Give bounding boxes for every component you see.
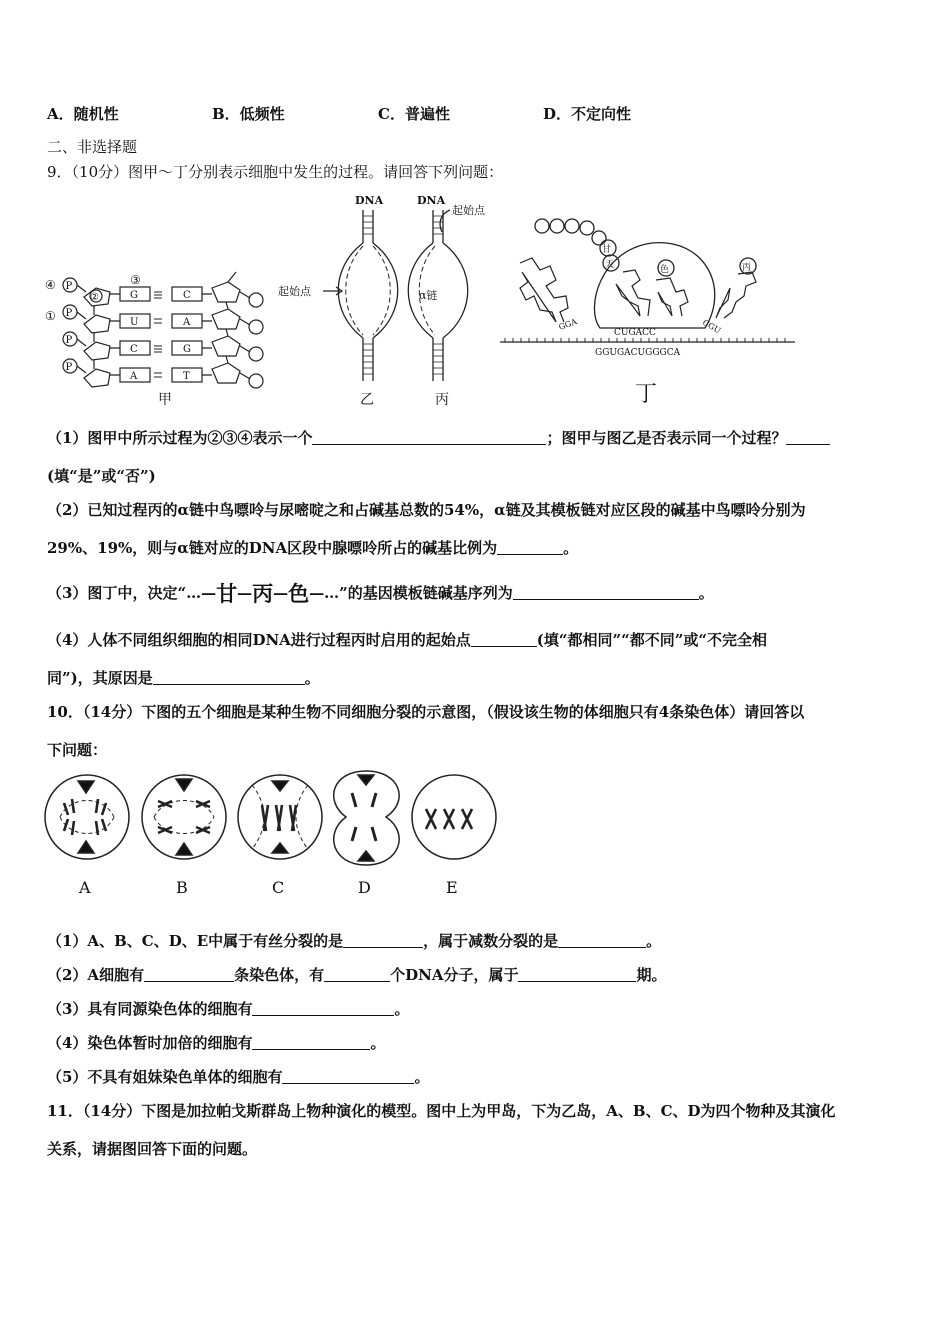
q9-figure	[40, 188, 910, 413]
marker-4: ④	[45, 278, 56, 292]
section-title: 二、非选择题	[47, 138, 138, 156]
aa-1: 甘	[602, 245, 612, 255]
blank-q9-1a[interactable]	[312, 430, 546, 445]
q9-part4: （4）人体不同组织细胞的相同DNA进行过程丙时启用的起始点 (填“都相同”“都不同”或“不完全相	[47, 631, 768, 649]
q10-stem: 10．（14分）下图的五个细胞是某种生物不同细胞分裂的示意图，（假设该生物的体细胞只有4条染色体）请回答以	[47, 703, 805, 721]
marker-1: ①	[45, 309, 56, 323]
right-base-1: C	[183, 290, 191, 301]
q9-part2-cont: 29%、19%，则与α链对应的DNA区段中腺嘌呤所占的碱基比例为 。	[47, 539, 579, 557]
phosphate-3: P	[65, 335, 73, 346]
yi-dna-label: DNA	[355, 194, 384, 207]
blank-q10-2a[interactable]	[144, 967, 234, 982]
right-base-3: G	[183, 344, 191, 355]
cell-label-a: A	[79, 878, 91, 897]
glyph-bing: 丙	[252, 581, 274, 606]
bing-alpha-label: α链	[419, 289, 438, 302]
option-d: D．不定向性	[543, 105, 632, 123]
q11-stem-cont: 关系，请据图回答下面的问题。	[47, 1140, 258, 1158]
glyph-gan: 甘	[216, 581, 238, 606]
q10-part3: （3）具有同源染色体的细胞有 。	[47, 1000, 410, 1018]
aa-4: 丙	[742, 263, 752, 273]
blank-q9-3[interactable]	[513, 585, 699, 600]
marker-3: ③	[130, 273, 141, 287]
figure-jia	[45, 272, 263, 408]
aa-2: 天	[605, 260, 615, 270]
q10-part2: （2）A细胞有 条染色体，有 个DNA分子，属于 期。	[47, 966, 667, 984]
q10-part1: （1）A、B、C、D、E中属于有丝分裂的是 ，属于减数分裂的是 。	[47, 932, 662, 950]
q10-stem-cont: 下问题：	[47, 741, 108, 759]
left-base-1: G	[130, 290, 138, 301]
option-b: B．低频性	[212, 105, 285, 123]
blank-q10-1a[interactable]	[343, 933, 423, 948]
blank-q9-4b[interactable]	[153, 670, 305, 685]
blank-q9-4a[interactable]	[471, 632, 537, 647]
yi-origin-label: 起始点	[278, 285, 311, 298]
phosphate-1: P	[65, 281, 73, 292]
cell-label-d: D	[358, 878, 371, 897]
left-base-4: A	[130, 371, 138, 382]
cell-label-b: B	[176, 878, 188, 897]
option-a: A．随机性	[47, 105, 119, 123]
blank-q10-2c[interactable]	[518, 967, 636, 982]
q9-part4-cont: 同”)，其原因是 。	[47, 669, 320, 687]
bing-origin-label: 起始点	[452, 204, 485, 217]
anticodon-1: GGA	[557, 317, 579, 332]
phosphate-2: P	[65, 308, 73, 319]
q10-part4: （4）染色体暂时加倍的细胞有 。	[47, 1034, 386, 1052]
marker-2: ②	[90, 292, 99, 303]
cell-label-c: C	[272, 878, 285, 897]
anticodon-2: CGU	[701, 317, 723, 336]
q9-part1-cont: (填“是”或“否”)	[47, 467, 156, 485]
q9-part1: （1）图甲中所示过程为②③④表示一个 ；图甲与图乙是否表示同一个过程？	[47, 428, 830, 448]
right-base-4: T	[183, 371, 190, 382]
q11-stem: 11．（14分）下图是加拉帕戈斯群岛上物种演化的模型。图中上为甲岛，下为乙岛，A、B、C、D为四个物种及其演化	[47, 1102, 836, 1120]
blank-q10-1b[interactable]	[558, 933, 646, 948]
left-base-2: U	[130, 317, 139, 328]
blank-q10-2b[interactable]	[324, 967, 390, 982]
codons-in-ribosome: CUGACC	[614, 328, 656, 338]
caption-jia: 甲	[158, 392, 172, 408]
bing-dna-label: DNA	[417, 194, 446, 207]
q9-part2: （2）已知过程丙的α链中鸟嘌呤与尿嘧啶之和占碱基总数的54%，α链及其模板链对应区段的碱基中鸟嘌呤分别为	[47, 501, 806, 519]
glyph-se: 色	[288, 581, 310, 606]
left-base-3: C	[130, 344, 138, 355]
q9-part3: （3）图丁中，决定“…—甘—丙—色—…”的基因模板链碱基序列为 。	[47, 581, 714, 606]
blank-q10-3[interactable]	[252, 1001, 394, 1016]
figure-yi	[278, 194, 398, 408]
q10-figure	[40, 765, 510, 905]
cell-label-e: E	[446, 878, 458, 897]
right-base-2: A	[183, 317, 191, 328]
figure-bing	[408, 194, 486, 408]
blank-q10-5[interactable]	[282, 1069, 414, 1084]
figure-ding	[500, 219, 795, 407]
phosphate-4: P	[65, 362, 73, 373]
aa-3: 色	[660, 265, 670, 275]
caption-ding: 丁	[635, 382, 658, 407]
q10-part5: （5）不具有姐妹染色单体的细胞有 。	[47, 1068, 430, 1086]
blank-q10-4[interactable]	[252, 1035, 370, 1050]
mrna-sequence: GGUGACUGGGCA	[595, 348, 681, 358]
q9-stem: 9．（10分）图甲～丁分别表示细胞中发生的过程。请回答下列问题：	[47, 163, 504, 181]
blank-q9-1b[interactable]	[786, 430, 830, 445]
caption-bing: 丙	[435, 392, 449, 408]
caption-yi: 乙	[360, 392, 374, 408]
option-c: C．普遍性	[378, 105, 450, 123]
blank-q9-2[interactable]	[497, 540, 563, 555]
